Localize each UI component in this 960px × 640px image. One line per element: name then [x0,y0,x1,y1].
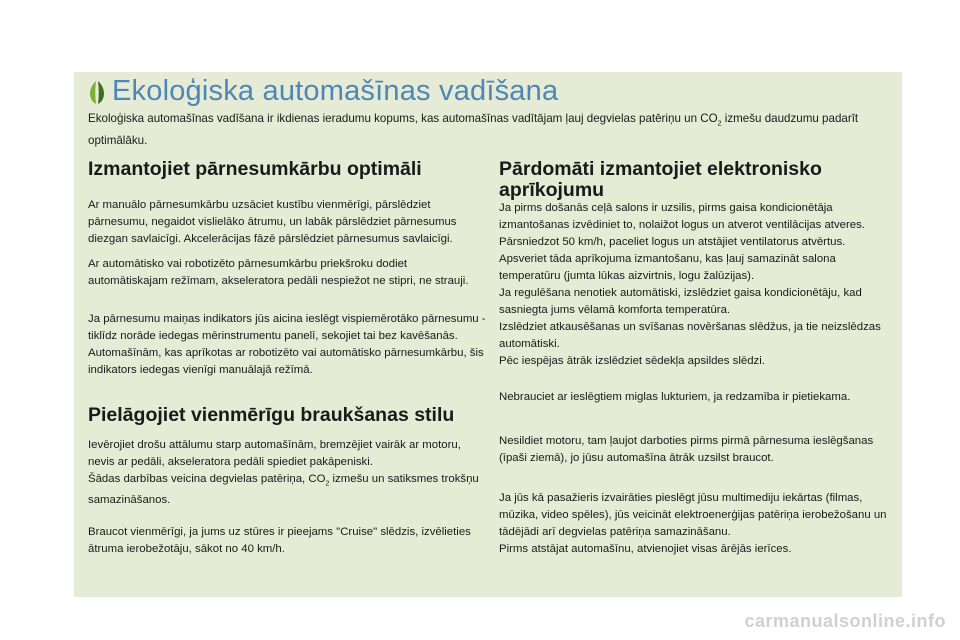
paragraph-manual-gearbox: Ar manuālo pārnesumkārbu uzsāciet kustību vienmērīgi, pārslēdziet pārnesumu, negaidot vislielāko ātrumu, un labāk pārslēdziet pārnesumus diezgan savlaicīgi. Akcelerācijas fāzē pārslēdziet pārnesumus savlaicīgi. [88,199,457,245]
paragraph-engine-warmup: Nesildiet motoru, tam ļaujot darboties pirms pirmā pārnesuma ieslēgšanas (īpaši ziemā), jo jūsu automašīna ātrāk uzsilst braucot. [499,435,874,464]
intro-text: Ekoloģiska automašīnas vadīšana ir ikdienas ieradumu kopums, kas automašīnas vadītājam ļauj degvielas patēriņu un $CO_2$ izmešu daudzumu padarīt optimālāku. [88,112,859,148]
paragraph-safe-distance: Ievērojiet drošu attālumu starp automašīnām, bremzējiet vairāk ar motoru, nevis ar pedāli, akseleratora pedāli spiediet pakāpeniski. Šādas darbības veicina degvielas patēriņa, $CO_2$ izmešu un satiksmes trokšņu samazināšanos. [88,439,479,507]
paragraph-cruise: Braucot vienmērīgi, ja jums uz stūres ir pieejams "Cruise" slēdzis, izvēlieties ātruma ierobežotāju, sākot no 40 km/h. [88,526,471,555]
paragraph-automatic-gearbox: Ar automātisko vai robotizēto pārnesumkārbu priekšroku dodiet automātiskajam režīmam, akseleratora pedāli nespiežot ne stipri, ne strauji. [88,258,469,287]
heading-electronics: Pārdomāti izmantojiet elektronisko aprīkojumu [499,158,822,201]
paragraph-fog-lights: Nebrauciet ar ieslēgtiem miglas lukturiem, ja redzamība ir pietiekama. [499,391,851,403]
paragraph-shift-indicator: Ja pārnesumu maiņas indikators jūs aicina ieslēgt vispiemērotāko pārnesumu - tiklīdz norāde iedegas mērinstrumentu panelī, sekojiet tai bez kavēšanās. Automašīnām, kas aprīkotas ar robotizēto vai automātisko pārnesumkārbu, šis indikators iedegas vienīgi manuālajā režīmā. [88,313,486,376]
paragraph-air-conditioning: Ja pirms došanās ceļā salons ir uzsilis, pirms gaisa kondicionētāja izmantošanas izvēdiniet to, nolaižot logus un atverot ventilācijas atveres. Pārsniedzot 50 km/h, paceliet logus un atstājiet ventilatorus atvērtus. Apsveriet tāda aprīkojuma izmantošanu, kas ļauj samazināt salona temperatūru (jumta lūkas aizvirtnis, logu žalūzijas). Ja regulēšana nenotiek automātiski, izslēdziet gaisa kondicionētāju, kad sasniegta jums vēlamā komforta temperatūra. Izslēdziet atkausēšanas un svīšanas novēršanas slēdžus, ja tie neizslēdzas automātiski. Pēc iespējas ātrāk izslēdziet sēdekļa apsildes slēdzi. [499,202,881,367]
heading-driving-style: Pielāgojiet vienmērīgu braukšanas stilu [88,404,455,426]
leaf-icon [86,80,108,106]
page-title: Ekoloģiska automašīnas vadīšana [112,75,559,107]
watermark: carmanualsonline.info [744,611,946,631]
paragraph-multimedia: Ja jūs kā pasažieris izvairāties pieslēgt jūsu multimediju iekārtas (filmas, mūzika, video spēles), jūs veicināt elektroenerģijas patēriņa ierobežošanu un tādējādi arī degvielas patēriņa samazināšanu. Pirms atstājat automašīnu, atvienojiet visas ārējās ierīces. [499,492,887,555]
heading-gearbox: Izmantojiet pārnesumkārbu optimāli [88,158,422,180]
